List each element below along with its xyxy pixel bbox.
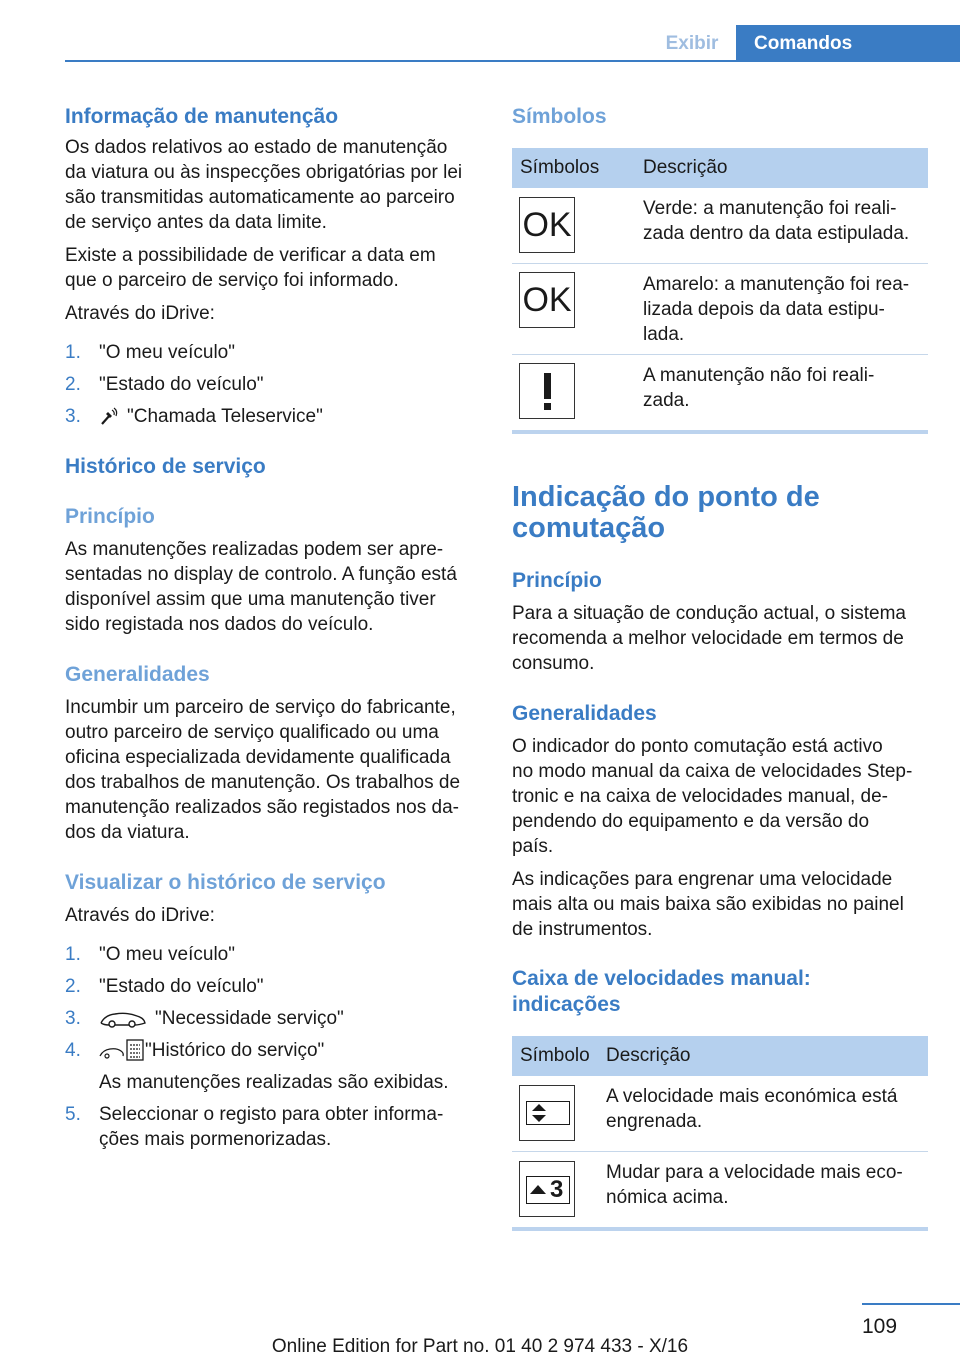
manual-gearbox-heading: Caixa de velocidades manual: indicações — [512, 967, 811, 1016]
row-divider — [512, 263, 928, 264]
service-history-heading: Histórico de serviço — [65, 455, 266, 478]
teleservice-icon — [99, 407, 119, 427]
gear-table-header: Símbolo Descrição — [512, 1036, 928, 1076]
tab-comandos-label: Comandos — [754, 33, 853, 54]
tab-exibir[interactable]: Exibir — [665, 33, 719, 54]
general-paragraph: Incumbir um parceiro de serviço do fabricante, outro parceiro de serviço qualificado ou uma oficina especializada devidamente qualificada dos trabalhos de manutenção. Os trabalhos de manutenção realizados são registados nos da- dos da viatura. — [65, 697, 461, 843]
maintenance-info-paragraph-2: Existe a possibilidade de verificar a data em que o parceiro de serviço foi informado. — [65, 245, 436, 291]
tab-comandos[interactable] — [736, 25, 960, 62]
page-number: 109 — [862, 1315, 898, 1338]
table-cell: A manutenção não foi reali- zada. — [643, 365, 875, 411]
car-service-icon — [99, 1008, 147, 1030]
row-divider — [512, 354, 928, 355]
up-down-arrow-icon — [529, 1103, 549, 1123]
table-cell: Verde: a manutenção foi reali- zada dentro da data estipulada. — [643, 198, 910, 244]
shift-up-symbol: 3 — [519, 1161, 575, 1217]
table-cell: Mudar para a velocidade mais eco- nómica acima. — [606, 1162, 903, 1208]
principle-heading: Princípio — [65, 505, 155, 528]
service-history-icon — [99, 1038, 145, 1062]
table-cell: A velocidade mais económica está engrenada. — [606, 1086, 898, 1132]
maintenance-info-paragraph-3: Através do iDrive: — [65, 303, 215, 324]
footer-rule — [862, 1303, 960, 1305]
edition-footer: Online Edition for Part no. 01 40 2 974 433 - X/16 — [271, 1336, 689, 1357]
view-history-paragraph: Através do iDrive: — [65, 905, 215, 926]
shift-principle-paragraph: Para a situação de condução actual, o sistema recomenda a melhor velocidade em termos de consumo. — [512, 603, 906, 674]
shift-general-heading: Generalidades — [512, 702, 657, 725]
shift-principle-heading: Princípio — [512, 569, 602, 592]
maintenance-info-paragraph-1: Os dados relativos ao estado de manutenção da viatura ou às inspecções obrigatórias por lei são transmitidas automaticamente ao parceiro de serviço antes da data limite. — [65, 137, 463, 233]
shift-indicator-heading: Indicação do ponto de comutação — [512, 481, 820, 544]
exclamation-icon — [519, 363, 575, 419]
row-divider — [512, 1151, 928, 1152]
maintenance-info-heading: Informação de manutenção — [65, 105, 339, 128]
ok-green-symbol: OK — [519, 197, 575, 253]
principle-paragraph: As manutenções realizadas podem ser apre- sentadas no display de controlo. A função está disponível assim que uma manutenção tiver sido registada nos dados do veículo. — [65, 539, 457, 635]
view-history-heading: Visualizar o histórico de serviço — [65, 871, 386, 894]
shift-general-paragraph-2: As indicações para engrenar uma velocidade mais alta ou mais baixa são exibidas no painel de instrumentos. — [512, 869, 904, 940]
table-end-rule — [512, 430, 928, 434]
ok-yellow-symbol: OK — [519, 272, 575, 328]
shift-general-paragraph-1: O indicador do ponto comutação está activo no modo manual da caixa de velocidades Step- tronic e na caixa de velocidades manual, de- pendendo do equipamento e da versão do país. — [512, 736, 913, 857]
up-arrow-icon — [529, 1184, 547, 1196]
symbols-table-header: Símbolos Descrição — [512, 148, 928, 188]
header-rule — [65, 60, 960, 62]
table-cell: Amarelo: a manutenção foi rea- lizada depois da data estipu- lada. — [643, 274, 910, 345]
general-heading: Generalidades — [65, 663, 210, 686]
table-end-rule — [512, 1227, 928, 1231]
symbols-heading: Símbolos — [512, 105, 607, 128]
optimal-gear-symbol — [519, 1085, 575, 1141]
